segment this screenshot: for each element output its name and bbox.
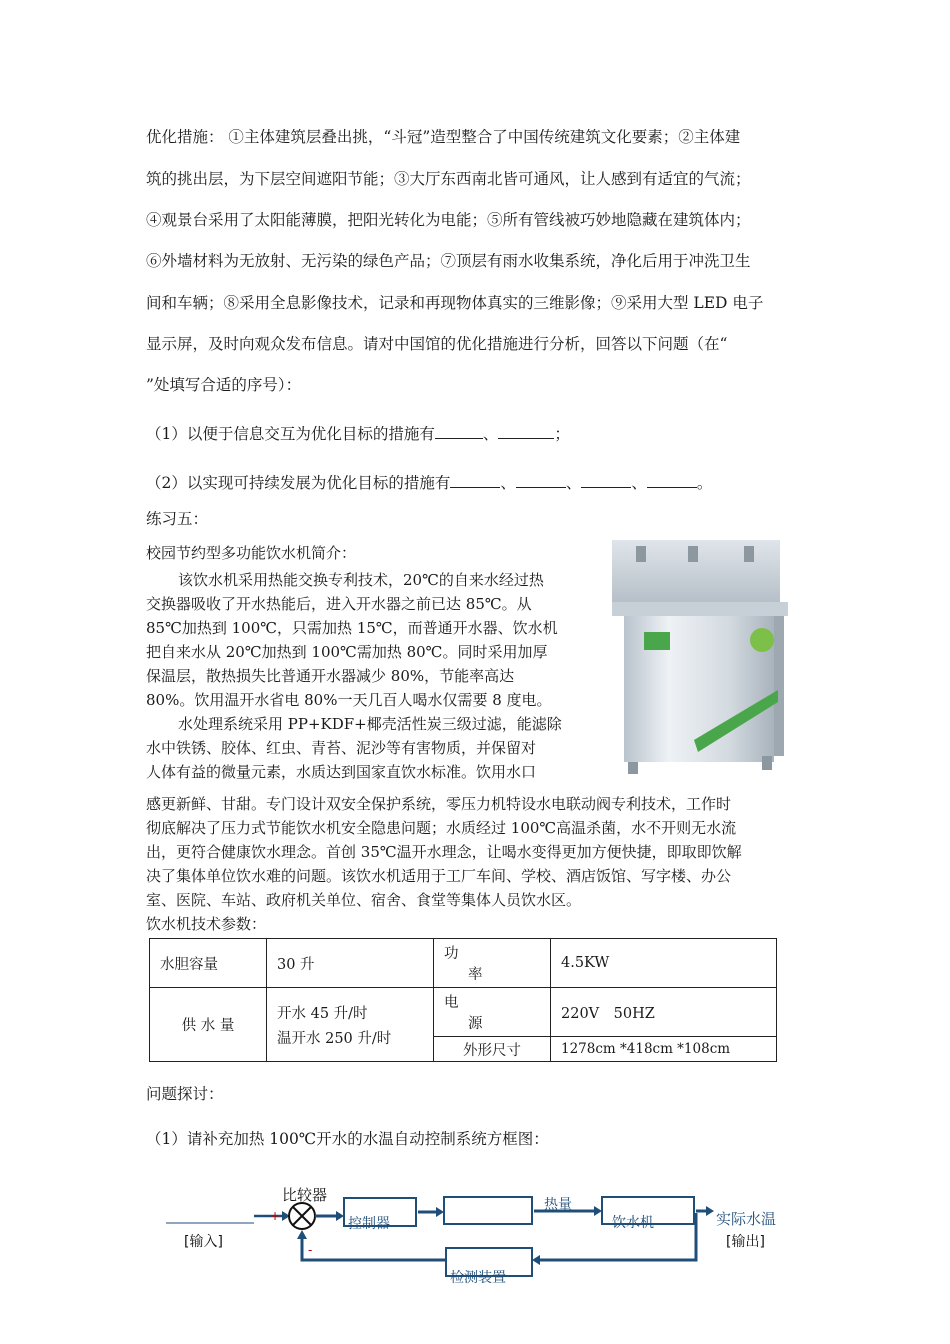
spec-table: [149, 938, 777, 1062]
supply-label: 供 水 量: [150, 988, 267, 1062]
capacity-label: 水胆容量: [150, 939, 267, 988]
para-line-3: ④观景台采用了太阳能薄膜，把阳光转化为电能；⑤所有管线被巧妙地隐藏在建筑体内；: [146, 211, 751, 229]
table-row: [150, 939, 777, 988]
blank-box[interactable]: [444, 1197, 532, 1224]
arrow-head: [436, 1207, 444, 1217]
arrow-head: [336, 1211, 344, 1221]
para-line-1: 优化措施： ①主体建筑层叠出挑，“斗冠”造型整合了中国传统建筑文化要素；②主体建: [146, 128, 741, 146]
plus-sign: +: [270, 1209, 281, 1223]
answer-blank[interactable]: [647, 473, 697, 488]
body-line: 把自来水从 20℃加热到 100℃需加热 80℃。同时采用加厚: [146, 643, 548, 661]
heat-label: 热量: [544, 1197, 572, 1213]
body-line: 80%。饮用温开水省电 80%一天几百人喝水仅需要 8 度电。: [146, 691, 552, 709]
minus-sign: -: [308, 1243, 313, 1257]
body-line: 彻底解决了压力式节能饮水机安全隐患问题；水质经过 100℃高温杀菌，水不开则无水流: [146, 819, 737, 837]
arrow-head: [706, 1206, 714, 1216]
actual-temp-label: 实际水温: [716, 1210, 777, 1228]
arrow-head: [532, 1255, 540, 1265]
arrow-head: [297, 1230, 307, 1239]
answer-blank[interactable]: [450, 473, 500, 488]
power-label: 功 率: [434, 939, 551, 988]
body-line: 人体有益的微量元素，水质达到国家直饮水标准。饮用水口: [146, 763, 537, 781]
controller-label: 控制器: [348, 1216, 390, 1232]
source-value: 220V 50HZ: [551, 988, 777, 1037]
discussion-question-1: （1）请补充加热 100℃开水的水温自动控制系统方框图：: [146, 1130, 549, 1148]
body-line: 出，更符合健康饮水理念。首创 35℃温开水理念，让喝水变得更加方便快捷，即取即饮解: [146, 843, 742, 861]
source-label: 电 源: [434, 988, 551, 1037]
body-line: 决了集体单位饮水难的问题。该饮水机适用于工厂车间、学校、酒店饭馆、写字楼、办公: [146, 867, 732, 885]
body-line: 85℃加热到 100℃，只需加热 15℃，而普通开水器、饮水机: [146, 619, 558, 637]
spec-title: 饮水机技术参数：: [146, 915, 267, 933]
para-line-5: 间和车辆；⑧采用全息影像技术，记录和再现物体真实的三维影像；⑨采用大型 LED 电子: [146, 294, 764, 312]
supply-value: 开水 45 升/时 温开水 250 升/时: [267, 988, 434, 1062]
detector-label: 检测装置: [450, 1270, 506, 1286]
para-line-4: ⑥外墙材料为无放射、无污染的绿色产品；⑦顶层有雨水收集系统，净化后用于冲洗卫生: [146, 252, 751, 270]
table-row: [150, 988, 777, 1037]
para-line-6: 显示屏，及时向观众发布信息。请对中国馆的优化措施进行分析，回答以下问题（在“: [146, 335, 728, 353]
feedback-line: [302, 1239, 446, 1260]
discussion-title: 问题探讨：: [146, 1085, 224, 1103]
control-block-diagram: [160, 1180, 800, 1290]
body-line: 该饮水机采用热能交换专利技术，20℃的自来水经过热: [178, 571, 544, 589]
arrow-head: [594, 1206, 602, 1216]
water-dispenser-image: [598, 540, 794, 776]
machine-label: 饮水机: [612, 1215, 654, 1231]
para-line-7: ”处填写合适的序号）：: [146, 376, 302, 394]
body-line: 水处理系统采用 PP+KDF+椰壳活性炭三级过滤，能滤除: [178, 715, 562, 733]
body-line: 室、医院、车站、政府机关单位、宿舍、食堂等集体人员饮水区。: [146, 891, 582, 909]
answer-blank[interactable]: [581, 473, 631, 488]
body-line: 交换器吸收了开水热能后，进入开水器之前已达 85℃。从: [146, 595, 532, 613]
power-value: 4.5KW: [551, 939, 777, 988]
body-line: 水中铁锈、胶体、红虫、青苔、泥沙等有害物质，并保留对: [146, 739, 537, 757]
question-2: （2）以实现可持续发展为优化目标的措施有 、 、 、 。: [146, 474, 713, 492]
answer-blank[interactable]: [435, 424, 483, 439]
intro-title: 校园节约型多功能饮水机简介：: [146, 544, 357, 562]
comparator-label: 比较器: [282, 1186, 328, 1204]
body-line: 感更新鲜、甘甜。专门设计双安全保护系统，零压力机特设水电联动阀专利技术，工作时: [146, 795, 732, 813]
size-label: 外形尺寸: [434, 1037, 551, 1062]
question-1: （1）以便于信息交互为优化目标的措施有 、 ；: [146, 425, 570, 443]
input-label: [输入]: [184, 1234, 223, 1250]
answer-blank[interactable]: [498, 424, 554, 439]
answer-blank[interactable]: [516, 473, 566, 488]
capacity-value: 30 升: [267, 939, 434, 988]
size-value: 1278cm *418cm *108cm: [551, 1037, 777, 1062]
exercise-title: 练习五：: [146, 510, 209, 528]
output-label: [输出]: [726, 1234, 765, 1250]
para-line-2: 筑的挑出层，为下层空间遮阳节能；③大厅东西南北皆可通风，让人感到有适宜的气流；: [146, 170, 751, 188]
body-line: 保温层，散热损失比普通开水器减少 80%，节能率高达: [146, 667, 515, 685]
